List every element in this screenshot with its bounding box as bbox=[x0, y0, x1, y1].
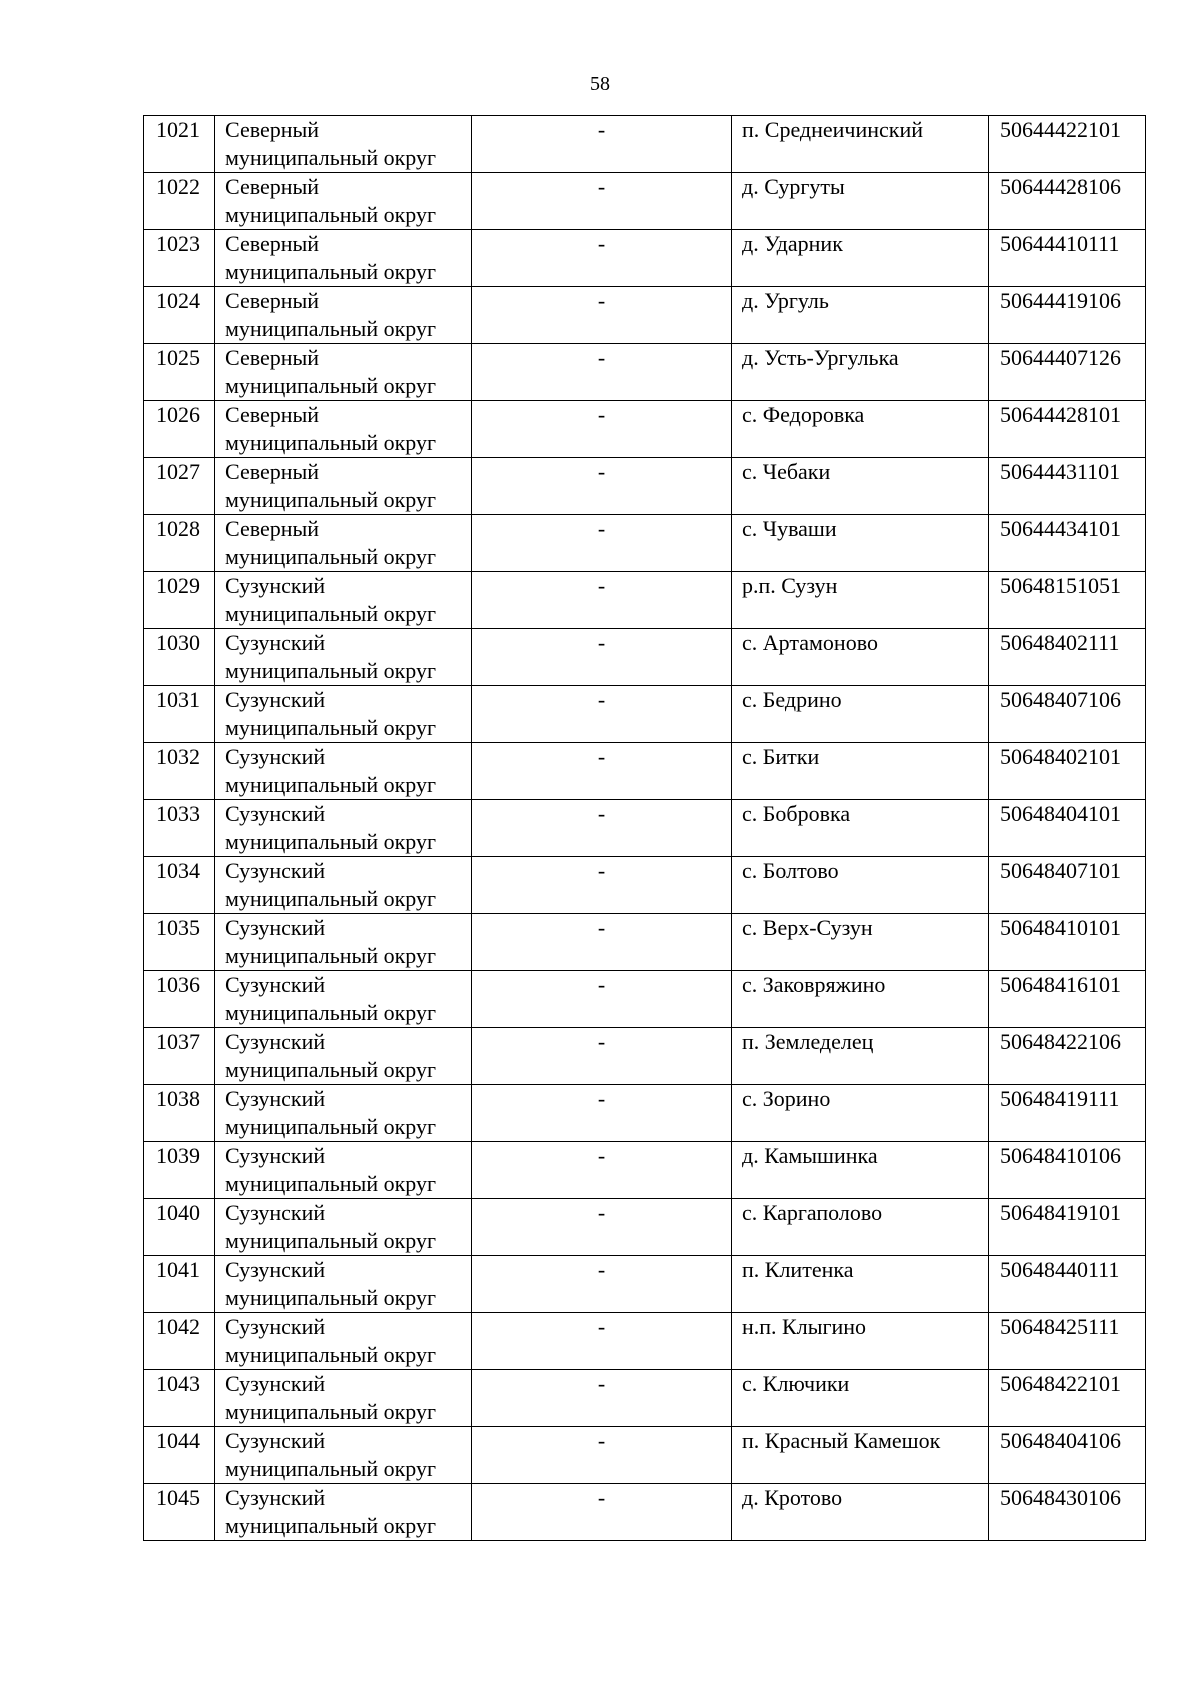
table-row bbox=[144, 1142, 1146, 1199]
locality-cell: п. Среднеичинский bbox=[732, 116, 989, 173]
district-name: Сузунский bbox=[225, 687, 326, 712]
district-name: Сузунский bbox=[225, 1314, 326, 1339]
district-name: Сузунский bbox=[225, 801, 326, 826]
oktmo-code-cell: 50648407101 bbox=[989, 857, 1146, 914]
settlement-cell: - bbox=[472, 458, 732, 515]
district-type: муниципальный округ bbox=[225, 1000, 437, 1025]
row-number-cell: 1025 bbox=[144, 344, 215, 401]
district-cell bbox=[215, 629, 472, 686]
table-row bbox=[144, 515, 1146, 572]
table-row bbox=[144, 857, 1146, 914]
district-cell bbox=[215, 458, 472, 515]
oktmo-code-cell: 50648416101 bbox=[989, 971, 1146, 1028]
district-name: Сузунский bbox=[225, 858, 326, 883]
district-name: Сузунский bbox=[225, 1029, 326, 1054]
district-type: муниципальный округ bbox=[225, 943, 437, 968]
table-row bbox=[144, 230, 1146, 287]
table-row bbox=[144, 1028, 1146, 1085]
settlement-cell: - bbox=[472, 1199, 732, 1256]
district-name: Северный bbox=[225, 402, 320, 427]
district-name: Северный bbox=[225, 174, 320, 199]
table-row bbox=[144, 629, 1146, 686]
district-name: Сузунский bbox=[225, 1428, 326, 1453]
oktmo-code-cell: 50648422106 bbox=[989, 1028, 1146, 1085]
table-row bbox=[144, 1427, 1146, 1484]
district-cell bbox=[215, 515, 472, 572]
oktmo-code-cell: 50644431101 bbox=[989, 458, 1146, 515]
oktmo-code-cell: 50648402101 bbox=[989, 743, 1146, 800]
row-number-cell: 1022 bbox=[144, 173, 215, 230]
locality-cell: р.п. Сузун bbox=[732, 572, 989, 629]
locality-cell: с. Заковряжино bbox=[732, 971, 989, 1028]
district-cell bbox=[215, 1370, 472, 1427]
district-name: Сузунский bbox=[225, 630, 326, 655]
row-number-cell: 1030 bbox=[144, 629, 215, 686]
district-cell bbox=[215, 1313, 472, 1370]
row-number-cell: 1044 bbox=[144, 1427, 215, 1484]
oktmo-code-cell: 50648440111 bbox=[989, 1256, 1146, 1313]
table-row bbox=[144, 458, 1146, 515]
district-type: муниципальный округ bbox=[225, 1342, 437, 1367]
table-row bbox=[144, 800, 1146, 857]
row-number-cell: 1034 bbox=[144, 857, 215, 914]
row-number-cell: 1039 bbox=[144, 1142, 215, 1199]
district-cell bbox=[215, 401, 472, 458]
table-row bbox=[144, 572, 1146, 629]
row-number-cell: 1032 bbox=[144, 743, 215, 800]
row-number-cell: 1021 bbox=[144, 116, 215, 173]
district-name: Северный bbox=[225, 117, 320, 142]
district-cell bbox=[215, 800, 472, 857]
district-type: муниципальный округ bbox=[225, 601, 437, 626]
district-type: муниципальный округ bbox=[225, 829, 437, 854]
settlement-cell: - bbox=[472, 344, 732, 401]
district-type: муниципальный округ bbox=[225, 202, 437, 227]
district-type: муниципальный округ bbox=[225, 1285, 437, 1310]
oktmo-code-cell: 50644407126 bbox=[989, 344, 1146, 401]
table-row bbox=[144, 1313, 1146, 1370]
table-row bbox=[144, 971, 1146, 1028]
settlement-cell: - bbox=[472, 287, 732, 344]
row-number-cell: 1023 bbox=[144, 230, 215, 287]
district-cell bbox=[215, 1142, 472, 1199]
district-type: муниципальный округ bbox=[225, 544, 437, 569]
oktmo-code-cell: 50644422101 bbox=[989, 116, 1146, 173]
settlement-cell: - bbox=[472, 686, 732, 743]
row-number-cell: 1042 bbox=[144, 1313, 215, 1370]
oktmo-code-cell: 50644428106 bbox=[989, 173, 1146, 230]
district-cell bbox=[215, 686, 472, 743]
settlement-cell: - bbox=[472, 1256, 732, 1313]
row-number-cell: 1035 bbox=[144, 914, 215, 971]
oktmo-code-cell: 50648404101 bbox=[989, 800, 1146, 857]
district-cell bbox=[215, 173, 472, 230]
row-number-cell: 1041 bbox=[144, 1256, 215, 1313]
district-cell bbox=[215, 1427, 472, 1484]
row-number-cell: 1027 bbox=[144, 458, 215, 515]
district-name: Сузунский bbox=[225, 1485, 326, 1510]
district-name: Сузунский bbox=[225, 573, 326, 598]
locality-cell: с. Бедрино bbox=[732, 686, 989, 743]
district-type: муниципальный округ bbox=[225, 487, 437, 512]
oktmo-code-cell: 50648404106 bbox=[989, 1427, 1146, 1484]
district-type: муниципальный округ bbox=[225, 1114, 437, 1139]
district-type: муниципальный округ bbox=[225, 1513, 437, 1538]
oktmo-code-cell: 50648419101 bbox=[989, 1199, 1146, 1256]
row-number-cell: 1045 bbox=[144, 1484, 215, 1541]
oktmo-code-cell: 50648402111 bbox=[989, 629, 1146, 686]
row-number-cell: 1043 bbox=[144, 1370, 215, 1427]
row-number-cell: 1033 bbox=[144, 800, 215, 857]
district-type: муниципальный округ bbox=[225, 715, 437, 740]
oktmo-code-cell: 50648430106 bbox=[989, 1484, 1146, 1541]
district-cell bbox=[215, 1484, 472, 1541]
district-type: муниципальный округ bbox=[225, 145, 437, 170]
locality-cell: д. Сургуты bbox=[732, 173, 989, 230]
locality-cell: с. Чуваши bbox=[732, 515, 989, 572]
settlement-cell: - bbox=[472, 230, 732, 287]
oktmo-code-cell: 50648151051 bbox=[989, 572, 1146, 629]
district-type: муниципальный округ bbox=[225, 1399, 437, 1424]
district-name: Сузунский bbox=[225, 1371, 326, 1396]
district-type: муниципальный округ bbox=[225, 1171, 437, 1196]
row-number-cell: 1040 bbox=[144, 1199, 215, 1256]
row-number-cell: 1031 bbox=[144, 686, 215, 743]
district-cell bbox=[215, 344, 472, 401]
table-row bbox=[144, 173, 1146, 230]
district-type: муниципальный округ bbox=[225, 658, 437, 683]
table-row bbox=[144, 914, 1146, 971]
locality-cell: с. Зорино bbox=[732, 1085, 989, 1142]
district-name: Сузунский bbox=[225, 1143, 326, 1168]
settlement-cell: - bbox=[472, 401, 732, 458]
district-name: Северный bbox=[225, 345, 320, 370]
locality-cell: п. Земледелец bbox=[732, 1028, 989, 1085]
settlement-cell: - bbox=[472, 971, 732, 1028]
settlement-cell: - bbox=[472, 1427, 732, 1484]
settlements-table bbox=[143, 115, 1146, 1541]
district-type: муниципальный округ bbox=[225, 886, 437, 911]
oktmo-code-cell: 50648419111 bbox=[989, 1085, 1146, 1142]
settlement-cell: - bbox=[472, 1085, 732, 1142]
table-row bbox=[144, 1256, 1146, 1313]
table-row bbox=[144, 287, 1146, 344]
district-type: муниципальный округ bbox=[225, 316, 437, 341]
table-row bbox=[144, 1484, 1146, 1541]
settlement-cell: - bbox=[472, 629, 732, 686]
locality-cell: д. Ударник bbox=[732, 230, 989, 287]
district-cell bbox=[215, 1199, 472, 1256]
settlement-cell: - bbox=[472, 173, 732, 230]
district-cell bbox=[215, 1256, 472, 1313]
district-type: муниципальный округ bbox=[225, 1228, 437, 1253]
settlement-cell: - bbox=[472, 743, 732, 800]
district-cell bbox=[215, 116, 472, 173]
district-cell bbox=[215, 230, 472, 287]
page-number: 58 bbox=[590, 73, 610, 95]
district-name: Сузунский bbox=[225, 744, 326, 769]
locality-cell: с. Бобровка bbox=[732, 800, 989, 857]
table-row bbox=[144, 1199, 1146, 1256]
settlement-cell: - bbox=[472, 1142, 732, 1199]
district-cell bbox=[215, 743, 472, 800]
settlement-cell: - bbox=[472, 914, 732, 971]
table-row bbox=[144, 116, 1146, 173]
oktmo-code-cell: 50648425111 bbox=[989, 1313, 1146, 1370]
district-name: Северный bbox=[225, 231, 320, 256]
locality-cell: п. Клитенка bbox=[732, 1256, 989, 1313]
district-name: Сузунский bbox=[225, 1086, 326, 1111]
settlement-cell: - bbox=[472, 1313, 732, 1370]
table-row bbox=[144, 686, 1146, 743]
district-cell bbox=[215, 914, 472, 971]
row-number-cell: 1037 bbox=[144, 1028, 215, 1085]
locality-cell: н.п. Клыгино bbox=[732, 1313, 989, 1370]
oktmo-code-cell: 50644410111 bbox=[989, 230, 1146, 287]
oktmo-code-cell: 50648410106 bbox=[989, 1142, 1146, 1199]
row-number-cell: 1026 bbox=[144, 401, 215, 458]
oktmo-code-cell: 50648410101 bbox=[989, 914, 1146, 971]
table-row bbox=[144, 1370, 1146, 1427]
locality-cell: с. Ключики bbox=[732, 1370, 989, 1427]
settlement-cell: - bbox=[472, 1484, 732, 1541]
district-type: муниципальный округ bbox=[225, 1456, 437, 1481]
settlement-cell: - bbox=[472, 1370, 732, 1427]
settlement-cell: - bbox=[472, 515, 732, 572]
district-cell bbox=[215, 971, 472, 1028]
settlement-cell: - bbox=[472, 800, 732, 857]
settlement-cell: - bbox=[472, 857, 732, 914]
district-cell bbox=[215, 1028, 472, 1085]
locality-cell: с. Битки bbox=[732, 743, 989, 800]
locality-cell: с. Федоровка bbox=[732, 401, 989, 458]
locality-cell: с. Каргаполово bbox=[732, 1199, 989, 1256]
district-type: муниципальный округ bbox=[225, 373, 437, 398]
district-type: муниципальный округ bbox=[225, 772, 437, 797]
district-name: Сузунский bbox=[225, 1200, 326, 1225]
district-cell bbox=[215, 1085, 472, 1142]
oktmo-code-cell: 50644428101 bbox=[989, 401, 1146, 458]
district-type: муниципальный округ bbox=[225, 259, 437, 284]
district-name: Северный bbox=[225, 459, 320, 484]
oktmo-code-cell: 50644434101 bbox=[989, 515, 1146, 572]
locality-cell: д. Кротово bbox=[732, 1484, 989, 1541]
locality-cell: с. Артамоново bbox=[732, 629, 989, 686]
oktmo-code-cell: 50644419106 bbox=[989, 287, 1146, 344]
row-number-cell: 1024 bbox=[144, 287, 215, 344]
district-type: муниципальный округ bbox=[225, 430, 437, 455]
row-number-cell: 1038 bbox=[144, 1085, 215, 1142]
table-row bbox=[144, 401, 1146, 458]
locality-cell: д. Усть-Ургулька bbox=[732, 344, 989, 401]
locality-cell: с. Верх-Сузун bbox=[732, 914, 989, 971]
district-name: Сузунский bbox=[225, 1257, 326, 1282]
table-row bbox=[144, 743, 1146, 800]
settlement-cell: - bbox=[472, 1028, 732, 1085]
locality-cell: д. Ургуль bbox=[732, 287, 989, 344]
locality-cell: п. Красный Камешок bbox=[732, 1427, 989, 1484]
row-number-cell: 1036 bbox=[144, 971, 215, 1028]
district-cell bbox=[215, 287, 472, 344]
district-name: Сузунский bbox=[225, 972, 326, 997]
locality-cell: д. Камышинка bbox=[732, 1142, 989, 1199]
district-cell bbox=[215, 857, 472, 914]
district-name: Сузунский bbox=[225, 915, 326, 940]
table-row bbox=[144, 1085, 1146, 1142]
table-row bbox=[144, 344, 1146, 401]
oktmo-code-cell: 50648407106 bbox=[989, 686, 1146, 743]
district-cell bbox=[215, 572, 472, 629]
settlement-cell: - bbox=[472, 572, 732, 629]
locality-cell: с. Болтово bbox=[732, 857, 989, 914]
locality-cell: с. Чебаки bbox=[732, 458, 989, 515]
row-number-cell: 1029 bbox=[144, 572, 215, 629]
district-name: Северный bbox=[225, 288, 320, 313]
district-type: муниципальный округ bbox=[225, 1057, 437, 1082]
row-number-cell: 1028 bbox=[144, 515, 215, 572]
settlement-cell: - bbox=[472, 116, 732, 173]
oktmo-code-cell: 50648422101 bbox=[989, 1370, 1146, 1427]
district-name: Северный bbox=[225, 516, 320, 541]
